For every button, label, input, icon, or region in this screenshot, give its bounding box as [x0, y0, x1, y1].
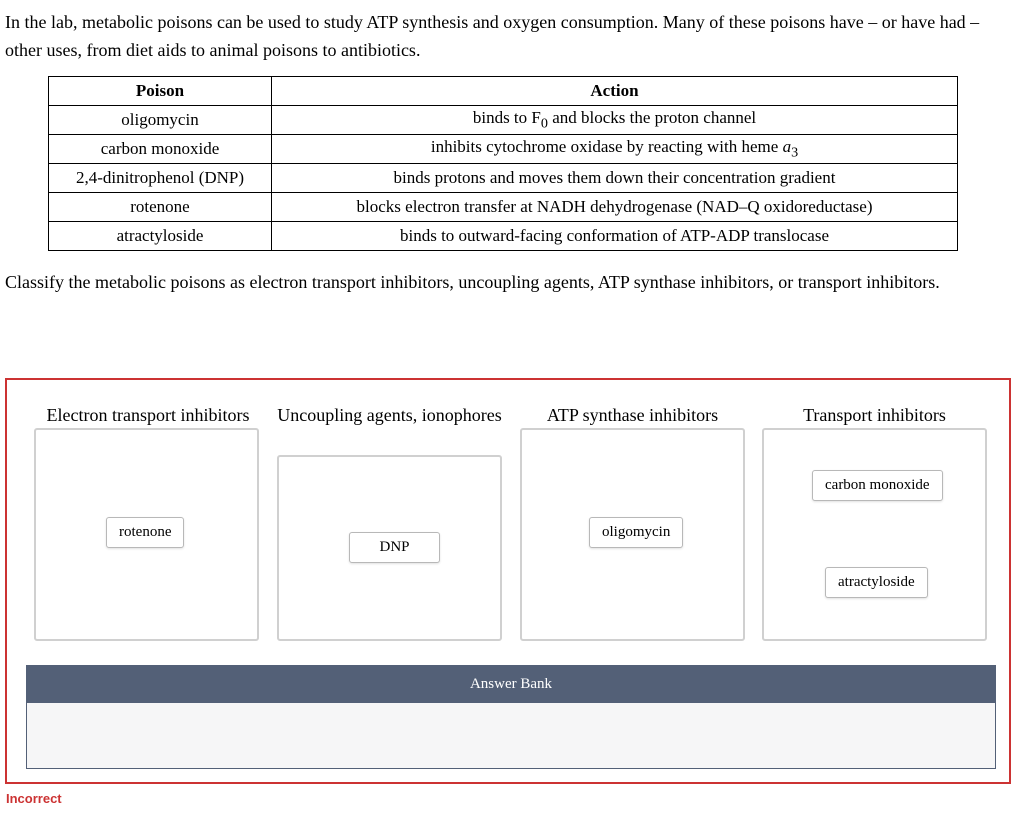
category-label-atp-synthase: ATP synthase inhibitors — [546, 405, 719, 425]
table-row — [49, 164, 958, 193]
poisons-table — [48, 76, 958, 251]
table-row — [49, 222, 958, 251]
answer-chip-atractyloside[interactable]: atractyloside — [825, 567, 928, 598]
answer-bank-drop-zone[interactable] — [26, 703, 996, 769]
poison-cell: atractyloside — [49, 222, 272, 251]
question-text: Classify the metabolic poisons as electron transport inhibitors, uncoupling agents, ATP synthase inhibitors, or transport inhibitors. — [5, 272, 940, 292]
table-header-row — [49, 77, 958, 106]
poison-cell: oligomycin — [49, 106, 272, 135]
header-action: Action — [272, 77, 958, 106]
drop-zone-transport[interactable] — [762, 428, 987, 641]
table-row — [49, 106, 958, 135]
drop-zone-electron-transport[interactable] — [34, 428, 259, 641]
drop-zone-uncoupling[interactable] — [277, 455, 502, 641]
category-label-electron-transport: Electron transport inhibitors — [46, 405, 250, 425]
answer-bank-header: Answer Bank — [26, 665, 996, 703]
answer-chip-dnp[interactable]: DNP — [349, 532, 440, 563]
table-row — [49, 135, 958, 164]
poison-cell: carbon monoxide — [49, 135, 272, 164]
intro-text: In the lab, metabolic poisons can be used to study ATP synthesis and oxygen consumption. Many of these poisons have – or have had – other uses, from diet aids to animal poisons to antibiotics. — [5, 12, 980, 60]
action-cell: blocks electron transfer at NADH dehydrogenase (NAD–Q oxidoreductase) — [272, 193, 958, 222]
drop-zone-atp-synthase[interactable] — [520, 428, 745, 641]
table-row — [49, 193, 958, 222]
header-poison: Poison — [49, 77, 272, 106]
action-cell: binds to $F_0$ and blocks the proton channel — [272, 106, 958, 135]
answer-chip-rotenone[interactable]: rotenone — [106, 517, 184, 548]
answer-chip-oligomycin[interactable]: oligomycin — [589, 517, 683, 548]
category-label-transport: Transport inhibitors — [803, 405, 946, 425]
answer-chip-carbon-monoxide[interactable]: carbon monoxide — [812, 470, 943, 501]
category-label-uncoupling: Uncoupling agents, ionophores — [277, 405, 502, 425]
action-cell: binds protons and moves them down their concentration gradient — [272, 164, 958, 193]
poison-cell: 2,4-dinitrophenol (DNP) — [49, 164, 272, 193]
drag-drop-area — [5, 378, 1011, 784]
action-cell: inhibits cytochrome oxidase by reacting with heme $a_3$ — [272, 135, 958, 164]
status-message: Incorrect — [6, 791, 62, 806]
action-cell: binds to outward-facing conformation of ATP-ADP translocase — [272, 222, 958, 251]
poison-cell: rotenone — [49, 193, 272, 222]
